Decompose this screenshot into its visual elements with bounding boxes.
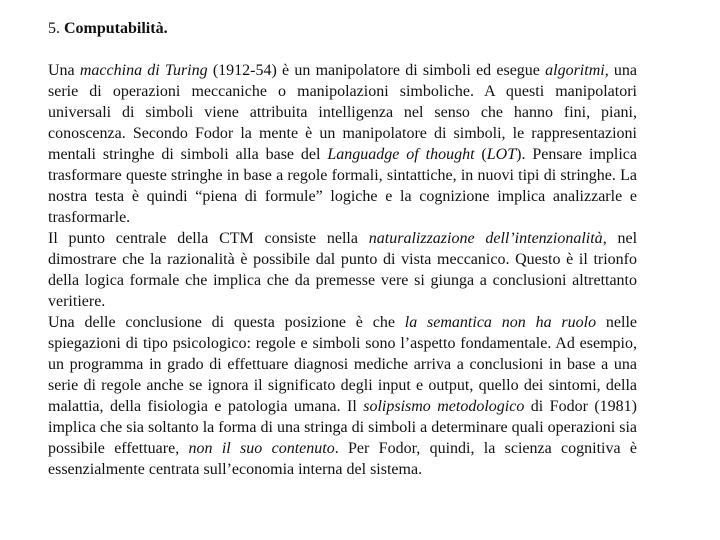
text-run: Una [48,62,80,79]
text-run: . Per Fodor, quindi, la scienza cognitiva è essenzialmente centrata sull’economia interna del sistema. [48,440,637,478]
text-run: ( [474,146,487,163]
italic-term: non il suo contenuto [188,440,335,457]
paragraph-turing [48,60,637,228]
paragraph-ctm [48,228,637,312]
text-run: Una delle conclusione di questa posizione è che [48,314,405,331]
italic-term: la semantica non ha ruolo [404,314,597,331]
section-heading [48,18,637,39]
text-run: , nel dimostrare che la razionalità è possibile dal punto di vista meccanico. Questo è il trionfo della logica formale che implica che da premesse vere si giunga a conclusioni altrettanto veritiere. [48,230,638,310]
section-number: 5. [48,20,60,37]
document-body [48,60,637,480]
text-run: ). Pensare implica trasformare queste stringhe in base a regole formali, sintattiche, in nuovi tipi di stringhe. La nostra testa è quindi “piena di formule” logiche e la cognizione implica analizzarle e trasformarle. [48,146,637,226]
text-run: Il punto centrale della CTM consiste nella [48,230,369,247]
italic-term: solipsismo metodologico [363,398,525,415]
italic-term: LOT [486,146,517,163]
italic-term: macchina di Turing [79,62,208,79]
text-run: (1912-54) è un manipolatore di simboli ed esegue [207,62,546,79]
text-run: nelle spiegazioni di tipo psicologico: regole e simboli sono l’aspetto fondamentale. Ad esempio, un programma in grado di effettuare diagnosi mediche arriva a conclusioni in base a una serie di regole anche se ignora il significato degli input e output, quello dei sintomi, della malattia, della fisiologia e patologia umana. Il [48,314,638,415]
section-title: Computabilità. [64,20,168,37]
document-page [48,18,637,480]
italic-term: Languadge of thought [327,146,475,163]
text-run: , una serie di operazioni meccaniche o manipolazioni simboliche. A questi manipolatori universali di simboli viene attribuita intelligenza nel senso che hanno fini, piani, conoscenza. Secondo Fodor la mente è un manipolatore di simboli, le rappresentazioni mentali stringhe di simboli alla base del [48,62,637,163]
italic-term: naturalizzazione dell’intenzionalità [368,230,603,247]
italic-term: algoritmi [545,62,605,79]
paragraph-semantics [48,312,637,480]
text-run: di Fodor (1981) implica che sia soltanto la forma di una stringa di simboli a determinare quali operazioni sia possibile effettuare, [48,398,638,457]
